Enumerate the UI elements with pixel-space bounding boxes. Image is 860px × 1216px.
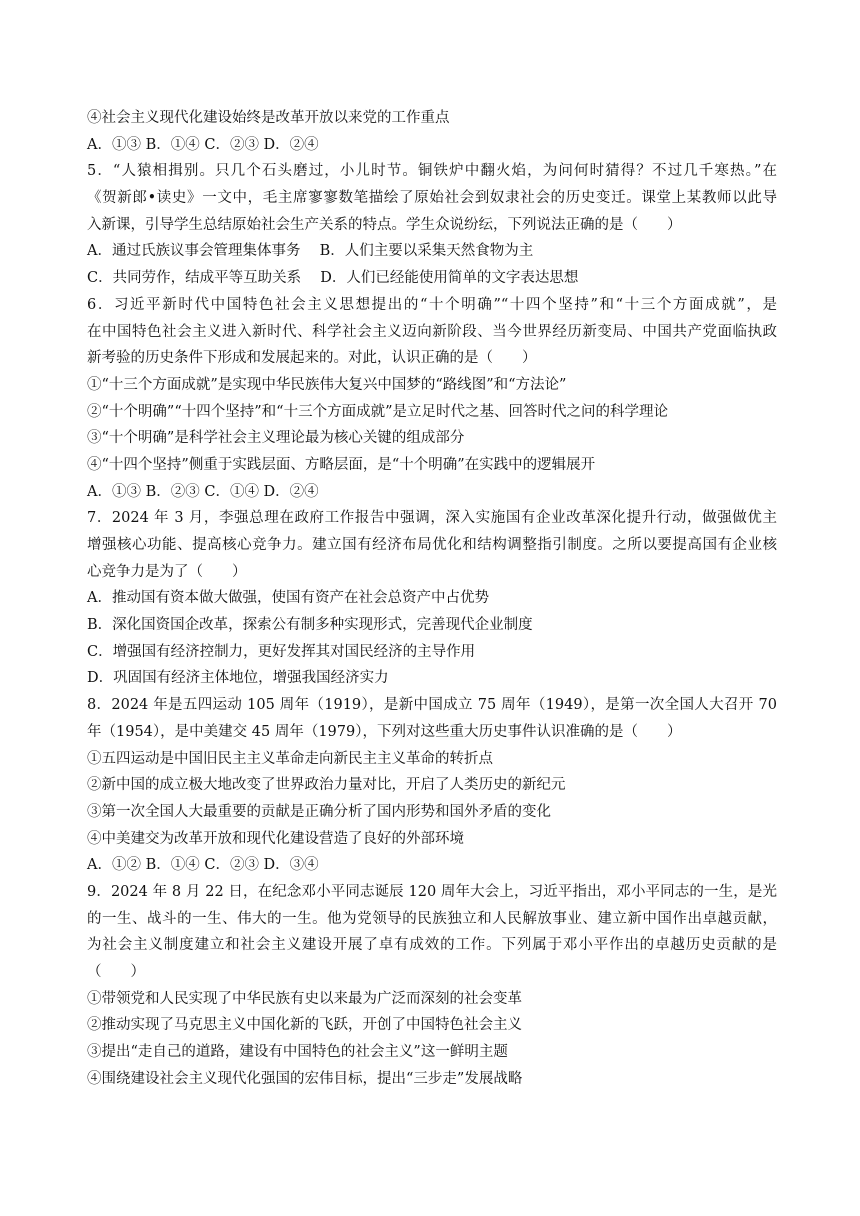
text-line: 为社会主义制度建立和社会主义建设开展了卓有成效的工作。下列属于邓小平作出的卓越历史贡献的是	[87, 937, 777, 954]
text-line: ④围绕建设社会主义现代化强国的宏伟目标，提出“三步走”发展战略	[87, 1070, 523, 1087]
text-line: 8．2024 年是五四运动 105 周年（1919），是新中国成立 75 周年（1949），是第一次全国人大召开 70	[87, 697, 777, 714]
text-line: ②新中国的成立极大地改变了世界政治力量对比，开启了人类历史的新纪元	[87, 777, 566, 794]
question-text-block	[87, 105, 777, 1092]
text-line: A．①③ B．②③ C．①④ D．②④	[87, 483, 319, 500]
text-line: 7．2024 年 3 月，李强总理在政府工作报告中强调，深入实施国有企业改革深化提升行动，做强做优主	[87, 510, 777, 527]
text-line: A．推动国有资本做大做强，使国有资产在社会总资产中占优势	[87, 590, 489, 607]
text-line: 入新课，引导学生总结原始社会生产关系的特点。学生众说纷纭，下列说法正确的是（ ）	[87, 216, 682, 233]
text-line: A．①③ B．①④ C．②③ D．②④	[87, 136, 319, 153]
text-line: ③第一次全国人大最重要的贡献是正确分析了国内形势和国外矛盾的变化	[87, 803, 551, 820]
text-line: 9．2024 年 8 月 22 日，在纪念邓小平同志诞辰 120 周年大会上，习近平指出，邓小平同志的一生，是光	[87, 883, 777, 900]
text-line: 增强核心功能、提高核心竞争力。建立国有经济布局优化和结构调整指引制度。之所以要提高国有企业核	[87, 537, 777, 553]
text-line: 新考验的历史条件下形成和发展起来的。对此，认识正确的是（ ）	[87, 350, 537, 367]
text-line: 6．习近平新时代中国特色社会主义思想提出的“十个明确”“十四个坚持”和“十三个方面成就”，是	[87, 296, 777, 313]
text-line: ①五四运动是中国旧民主主义革命走向新民主主义革命的转折点	[87, 750, 493, 767]
text-line: ①带领党和人民实现了中华民族有史以来最为广泛而深刻的社会变革	[87, 990, 522, 1007]
text-line: ②推动实现了马克思主义中国化新的飞跃，开创了中国特色社会主义	[87, 1017, 522, 1034]
text-line: ③提出“走自己的道路，建设有中国特色的社会主义”这一鲜明主题	[87, 1044, 508, 1061]
text-line: ④“十四个坚持”侧重于实践层面、方略层面，是“十个明确”在实践中的逻辑展开	[87, 456, 596, 473]
text-line: 在中国特色社会主义进入新时代、科学社会主义迈向新阶段、当今世界经历新变局、中国共产党面临执政	[87, 323, 777, 340]
text-line: C．共同劳作，结成平等互助关系 D．人们已经能使用简单的文字表达思想	[87, 270, 579, 287]
text-line: ④社会主义现代化建设始终是改革开放以来党的工作重点	[87, 110, 450, 126]
text-line: ④中美建交为改革开放和现代化建设营造了良好的外部环境	[87, 830, 464, 847]
text-line: 5．“人猿相揖别。只几个石头磨过，小儿时节。铜铁炉中翻火焰，为问何时猜得？不过几千寒热。”在	[87, 163, 777, 180]
text-line: B．深化国资国企改革，探索公有制多种实现形式，完善现代企业制度	[87, 617, 533, 634]
text-line: ①“十三个方面成就”是实现中华民族伟大复兴中国梦的“路线图”和“方法论”	[87, 376, 567, 393]
text-line: C．增强国有经济控制力，更好发挥其对国民经济的主导作用	[87, 643, 476, 660]
text-line: 心竞争力是为了（ ）	[87, 563, 247, 580]
text-line: 《贺新郎•读史》一文中，毛主席寥寥数笔描绘了原始社会到奴隶社会的历史变迁。课堂上某教师以此导	[87, 190, 777, 207]
text-line: ③“十个明确”是科学社会主义理论最为核心关键的组成部分	[87, 430, 465, 447]
text-line: 年（1954），是中美建交 45 周年（1979），下列对这些重大历史事件认识准确的是（ ）	[87, 723, 682, 740]
text-line: （ ）	[87, 964, 145, 980]
text-line: D．巩固国有经济主体地位，增强我国经济实力	[87, 670, 389, 687]
text-line: 的一生、战斗的一生、伟大的一生。他为党领导的民族独立和人民解放事业、建立新中国作出卓越贡献，	[87, 910, 777, 927]
text-line: A．通过氏族议事会管理集体事务 B．人们主要以采集天然食物为主	[87, 243, 534, 260]
text-line: ②“十个明确”“十四个坚持”和“十三个方面成就”是立足时代之基、回答时代之问的科学理论	[87, 403, 668, 420]
text-line: A．①② B．①④ C．②③ D．③④	[87, 857, 319, 874]
